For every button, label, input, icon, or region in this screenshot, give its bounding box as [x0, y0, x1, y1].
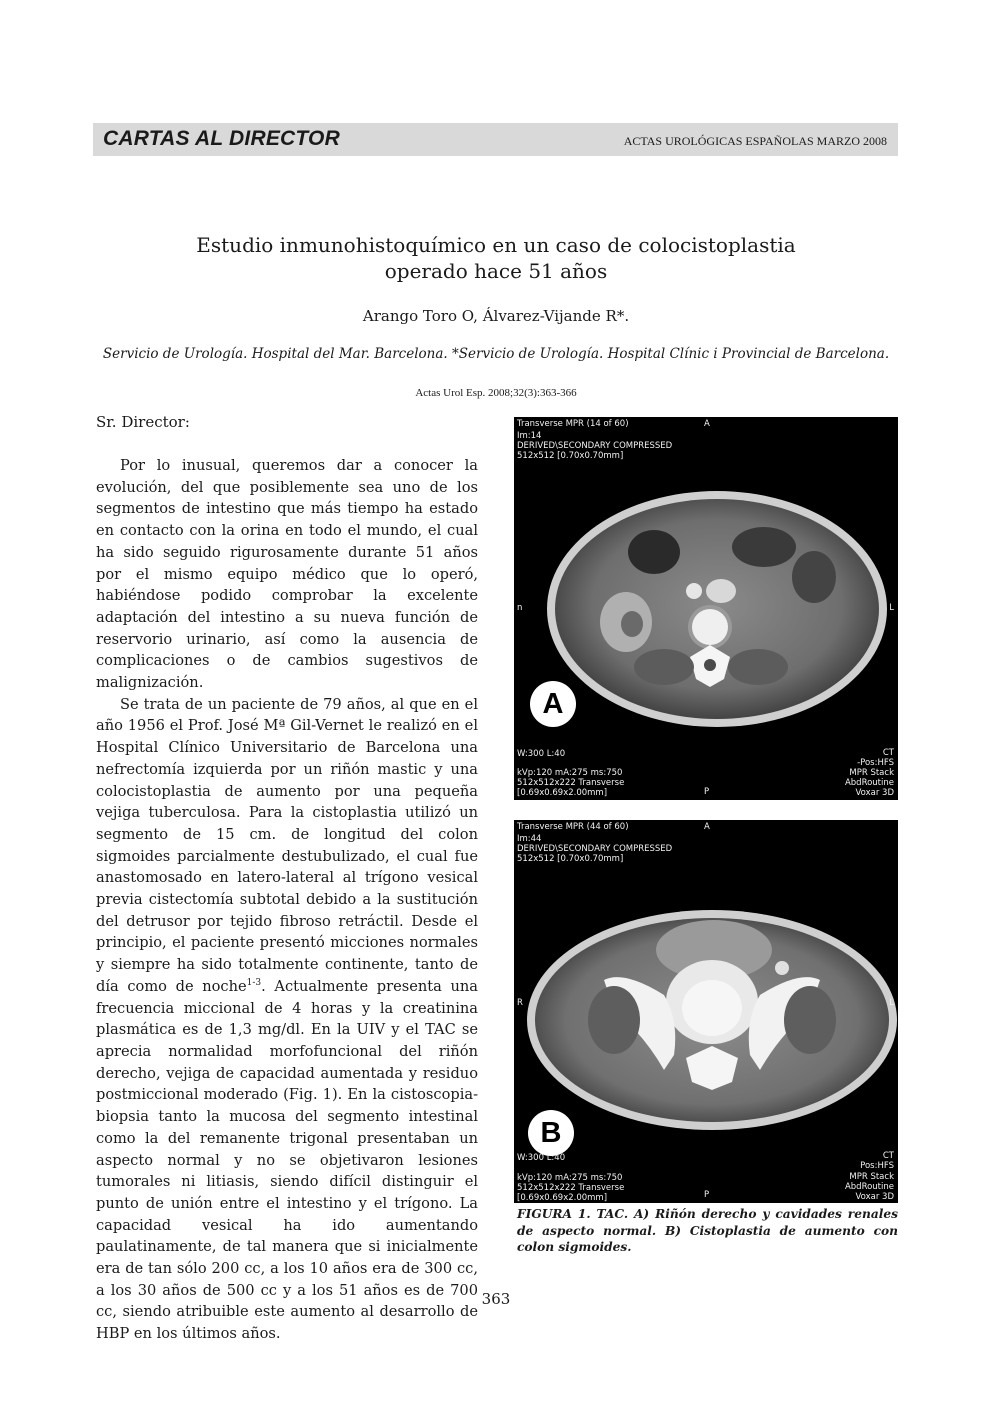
panel-a-position: -Pos:HFS — [857, 758, 894, 768]
panel-a-info-4: 512x512 [0.70x0.70mm] — [517, 451, 624, 461]
ct-scan-panel-b — [514, 820, 898, 1203]
figure-caption: FIGURA 1. TAC. A) Riñón derecho y cavidades renales de aspecto normal. B) Cistoplastia de aumento con colon sigmoides. — [517, 1207, 898, 1254]
paragraph-2 — [96, 694, 478, 1345]
panel-b-orient-bottom: P — [704, 1190, 710, 1200]
panel-b-info-1: Transverse MPR (44 of 60) — [517, 822, 629, 832]
page-number: 363 — [481, 1290, 511, 1308]
panel-a-params: kVp:120 mA:275 ms:750 — [517, 768, 623, 778]
paragraph-2-part-b: . Actualmente presenta una frecuencia miccional de 4 horas y la creatinina plasmática es de 1,3 mg/dl. En la UIV y el TAC se aprecia normalidad morfofuncional del riñón derecho, vejiga de capacidad aumentada y residuo postmiccional moderado (Fig. 1). En la cistoscopia-biopsia tanto la mucosa del segmento intestinal como la del remanente trigonal presentaban un aspecto normal y no se objetivaron lesiones tumorales ni litiasis, siendo difícil distinguir el punto de unión entre el intestino y el trígono. La capacidad vesical ha ido aumentando paulatinamente, de tal manera que si inicialmente era de tan sólo 200 cc, a los 10 años era de 300 cc, a los 30 años de 500 cc y a los 51 años es de 700 cc, siendo atribuible este aumento al desarrollo de HBP en los últimos años. — [96, 977, 478, 1343]
journal-line: ACTAS UROLÓGICAS ESPAÑOLAS MARZO 2008 — [623, 134, 887, 148]
citation: Actas Urol Esp. 2008;32(3):363-366 — [415, 387, 577, 399]
panel-b-voxel: [0.69x0.69x2.00mm] — [517, 1193, 608, 1203]
panel-a-matrix: 512x512x222 Transverse — [517, 778, 625, 788]
panel-a-protocol: AbdRoutine — [844, 778, 894, 788]
panel-a-badge: A — [530, 681, 576, 727]
panel-b-info-3: DERIVED\SECONDARY COMPRESSED — [517, 844, 673, 854]
panel-b-info-4: 512x512 [0.70x0.70mm] — [517, 854, 624, 864]
panel-b-window: W:300 L:40 — [517, 1153, 566, 1163]
panel-a-software: Voxar 3D — [855, 788, 894, 798]
panel-a-orient-right: L — [889, 603, 894, 613]
panel-a-orient-left: n — [517, 603, 523, 613]
section-label: CARTAS AL DIRECTOR — [103, 127, 340, 150]
panel-b-orient-right: L — [889, 998, 894, 1008]
panel-b-orient-left: R — [517, 998, 523, 1008]
authors: Arango Toro O, Álvarez-Vijande R*. — [362, 307, 630, 325]
panel-b-badge: B — [528, 1110, 574, 1156]
panel-b-matrix: 512x512x222 Transverse — [517, 1183, 625, 1193]
panel-b-protocol: AbdRoutine — [844, 1182, 894, 1192]
panel-b-modality: CT — [882, 1151, 894, 1161]
panel-b-position: Pos:HFS — [860, 1161, 894, 1171]
panel-a-voxel: [0.69x0.69x2.00mm] — [517, 788, 608, 798]
panel-a-info-1: Transverse MPR (14 of 60) — [517, 419, 629, 429]
article-title-line-1: Estudio inmunohistoquímico en un caso de colocistoplastia — [196, 233, 796, 257]
panel-b-software: Voxar 3D — [855, 1192, 894, 1202]
body-text — [96, 455, 478, 1345]
panel-a-stack: MPR Stack — [849, 768, 894, 778]
panel-a-window: W:300 L:40 — [517, 749, 566, 759]
reference-superscript: 1-3 — [246, 978, 262, 989]
paragraph-2-part-a: Se trata de un paciente de 79 años, al que en el año 1956 el Prof. José Mª Gil-Vernet le realizó en el Hospital Clínico Universitario de Barcelona una nefrectomía izquierda por un riñón mastic y una colocistoplastia de aumento por una pequeña vejiga tuberculosa. Para la cistoplastia utilizó un segmento de 15 cm. de longitud del colon sigmoides parcialmente destubulizado, el cual fue anastomosado en latero-lateral al trígono vesical previa cistectomía subtotal debido a la sustitución del detrusor por tejido fibroso retráctil. Desde el principio, el paciente presentó micciones normales y siempre ha sido totalmente continente, tanto de día como de noche — [96, 695, 478, 995]
affiliation: Servicio de Urología. Hospital del Mar. Barcelona. *Servicio de Urología. Hospital Clínic i Provincial de Barcelona. — [102, 346, 890, 362]
panel-b-stack: MPR Stack — [849, 1172, 894, 1182]
article-title-line-2: operado hace 51 años — [384, 259, 608, 283]
salutation: Sr. Director: — [96, 413, 190, 431]
panel-b-params: kVp:120 mA:275 ms:750 — [517, 1173, 623, 1183]
ct-pelvis-image — [514, 820, 898, 1203]
ct-scan-panel-a — [514, 417, 898, 800]
panel-a-info-3: DERIVED\SECONDARY COMPRESSED — [517, 441, 673, 451]
panel-a-orient-bottom: P — [704, 787, 710, 797]
panel-a-orient-top: A — [704, 419, 710, 429]
panel-a-info-2: Im:14 — [517, 431, 542, 441]
panel-b-info-2: Im:44 — [517, 834, 542, 844]
panel-a-modality: CT — [882, 748, 894, 758]
paragraph-1: Por lo inusual, queremos dar a conocer la evolución, del que posiblemente sea uno de los segmentos de intestino que más tiempo ha estado en contacto con la orina en todo el mundo, el cual ha sido seguido rigurosamente durante 51 años por el mismo equipo médico que lo operó, habiéndose podido comprobar la excelente adaptación del intestino a su nueva función de reservorio urinario, así como la ausencia de complicaciones o de cambios sugestivos de malignización. — [96, 457, 478, 692]
panel-b-orient-top: A — [704, 822, 710, 832]
ct-abdomen-image — [514, 417, 898, 800]
